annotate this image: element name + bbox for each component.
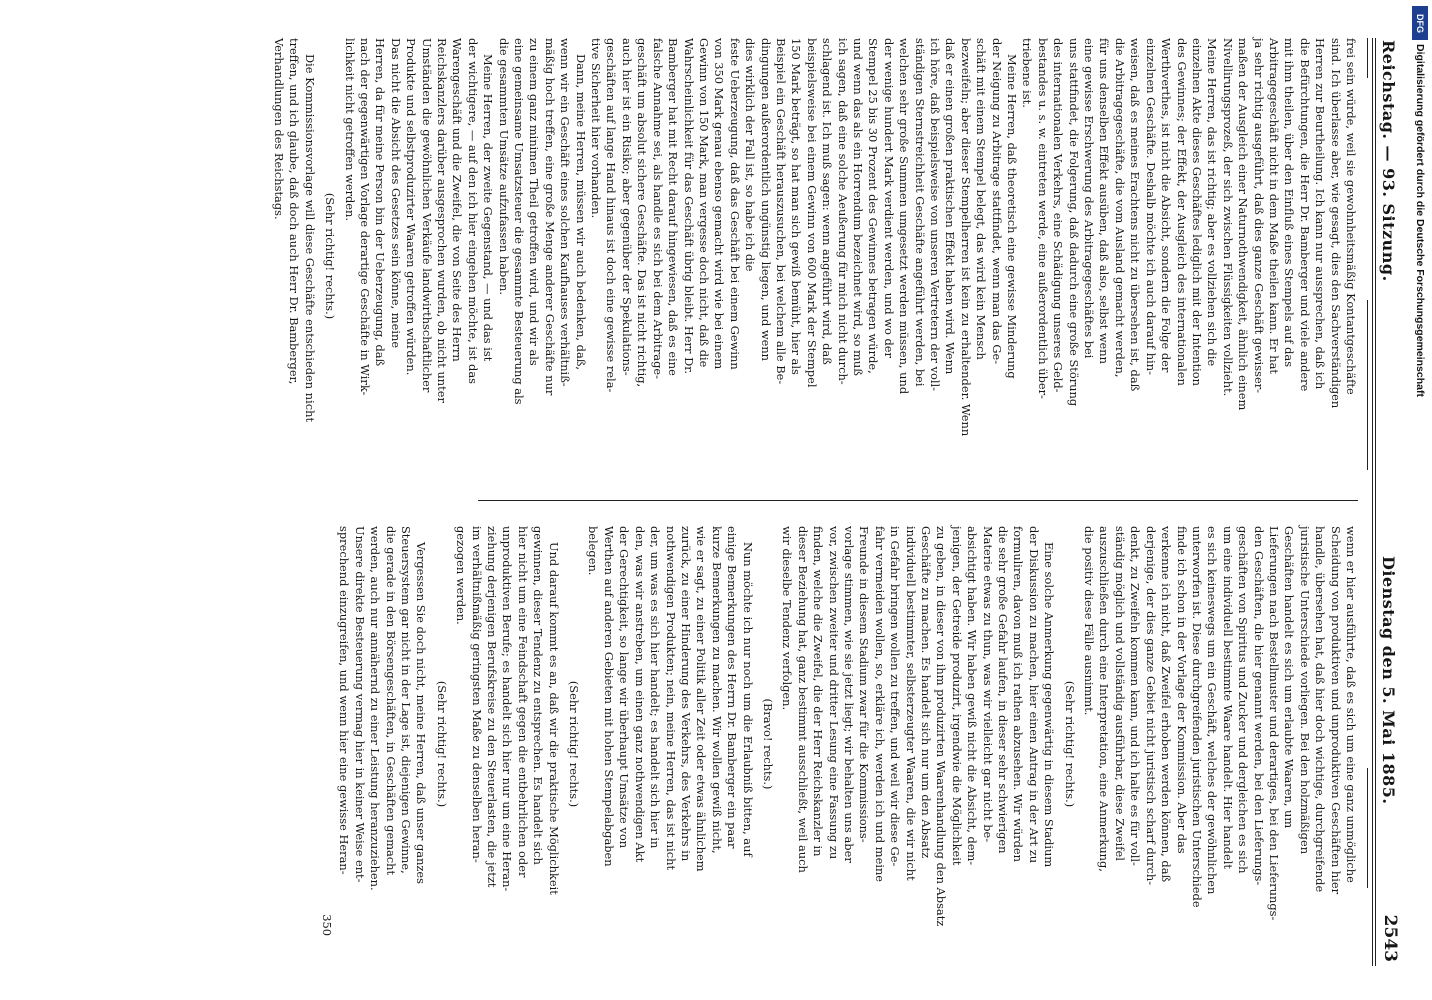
text-line: mäßig hoch treffen, eine große Menge anderer Geschäfte nur [542,38,557,396]
column-divider [478,500,1358,501]
text-line: für uns denselben Effekt ausüben, daß also, selbst wenn [1097,38,1112,364]
text-line: nach der gegenwärtigen Vorlage derartige Geschäfte in Wirk- [358,38,372,396]
text-line: der, um was es sich hier handelt; es handelt sich hier in [648,526,663,849]
text-line: fahr vermeiden wollen, so, erkläre ich, werden ich und meine [872,526,887,883]
interjection-line: (Sehr richtig! rechts.) [567,680,582,808]
text-line: von 350 Mark genau ebenso gemacht wird wie bei einem [712,38,727,370]
text-line: unterworfen ist. Diese durchgreifenden juristischen Unterschiede [1189,526,1204,908]
text-line: der wenige hundert Mark verdient werden, und wo der [881,38,896,358]
digitization-rail [1404,0,1432,1000]
interjection-line: (Bravo! rechts.) [760,698,775,790]
text-line: treffen, und ich glaube, daß doch auch Herr Dr. Bamberger, [287,38,302,385]
text-line: gewinnen, dieser Tendenz zu entsprechen. Es handelt sich [531,526,546,865]
page-number: 2543 [1380,914,1400,962]
text-line: Meine Herren, das ist richtig; aber es vollziehen sich die [1205,38,1220,367]
text-line: die sehr große Gefahr laufen, in dieser sehr schwierigen [996,526,1011,854]
text-line: Umständen die gewöhnlichen Verkäufe landwirthschaftlicher [419,38,434,393]
text-line: ich sagen, daß eine solche Aeußerung für mich nicht durch- [835,38,850,385]
text-line: der Gerechtigkeit, so lange wir überhaupt Umsätze von [617,526,632,849]
text-line: zurück, zu einer Hinderung des Verkehrs, des Verkehrs in [678,526,693,862]
text-line: Und darauf kommt es an, daß wir die praktische Möglichkeit [546,542,561,895]
text-line: die gesammten Umsätze aufzufassen haben. [496,38,511,296]
text-line: und wenn das als ein Horrendum bezeichnet wird, so muß [851,38,865,376]
text-line: der wichtigere, — auf den ich hier eingehen möchte, ist das [465,38,480,384]
text-line: individuell bestimmter, selbsterzeugter Waaren, die wir nicht [903,526,918,881]
text-line: nothwendigen Produkten; nein, meine Herren, das ist nicht [663,526,678,871]
text-line: Herren, da für meine Person bin der Ueberzeugung, daß [373,38,388,367]
text-line: falsche Annahme sei, als handle es sich bei dem Arbitrage- [650,38,665,379]
text-line: ziehung derjenigen Berufskreise zu den Steuerlasten, die jetzt [485,526,500,888]
text-line: Vergessen Sie doch nicht, meine Herren, daß unser ganzes [414,542,429,885]
header-rule-top [1375,38,1376,966]
text-line: Die Kommissionsvorlage will diese Geschäfte entschieden nicht [302,54,317,423]
header-rule-bottom [1372,38,1373,966]
text-line: eine gemeinsame Umsatzsteuer die gesammte Besteuerung als [512,38,527,405]
text-line: wie er sagt, zu einer Politik aller Zeit oder etwas ähnlichem [694,526,709,872]
text-line: in Gefahr bringen wollen zu treffen, und weil wir diese Ge- [888,526,903,867]
text-line: geschäft um absolut sichere Geschäfte. Das ist nicht richtig, [635,38,650,388]
text-line: denkt, zu Zweifeln kommen kann, und ich halte es für voll- [1128,526,1143,866]
text-line: dieser Beziehung hat, ganz bestimmt ausschließt, weil auch [795,526,810,873]
text-line: Produkte und selbstproduzirter Waaren getroffen würden. [404,38,419,376]
text-line: feste Ueberzeugung, daß das Geschäft bei einem Gewinn [727,38,742,370]
text-line: Eine solche Anmerkung gegenwärtig in diesem Stadium [1042,542,1057,868]
text-line: um eine individuell bestimmte Waare handelt. Hier handelt [1220,526,1235,869]
text-line: zu geben, in dieser von ihm produzirten Waarenhandlung den Absatz [934,526,949,927]
text-line: Lieferungen nach Bestellmuster und derartiges, bei den Lieferungs- [1266,526,1281,921]
text-line: Werthen auf anderen Gebieten mit hohen Stempelabgaben [601,526,616,867]
text-line: Gewinn von 150 Mark, man vergesse doch nicht, daß die [696,38,711,368]
text-line: der Diskussion zu machen, hier einen Antrag in der Art zu [1026,526,1041,864]
text-line: die Arbitragegeschäfte, die vom Ausland gemacht werden, [1112,38,1127,378]
text-line: vor, zwischen zweiter und dritter Lesung eine Fassung zu [826,526,841,860]
text-line: des internationalen Verkehrs, eine Schädigung unseres Geld- [1051,38,1066,393]
text-line: wenn er hier ausführte, daß es sich um eine ganz unmögliche [1344,526,1358,883]
text-line: Stempel 25 bis 30 Prozent des Gewinnes betragen würde, [866,38,881,374]
text-line: jenigen, der Getreide produzirt, irgendwie die Möglichkeit [949,526,964,866]
text-line: verkenne ich nicht, daß Zweifel erhoben werden können, daß [1159,526,1174,883]
running-head-date: Dienstag den 5. Mai 1885. [1379,556,1398,805]
text-line: es sich keineswegs um ein Geschäft, welches der gewöhnlichen [1205,526,1220,895]
text-line: Freunde in diesem Stadium zwar für die Kommissions- [857,526,872,843]
text-line: Werthverthes, ist nicht die Absicht, sondern die Folge der [1159,38,1174,373]
text-line: daß er einen großen praktischen Effekt haben wird. Wenn [943,38,958,375]
text-line: ständigen Sternstreichheit Geschäfte angeführt werden, bei [912,38,927,387]
text-line: auch hier ist ein Risiko; aber gegenüber der Spekulations- [619,38,634,376]
text-line: werden, auch nur annähernd zu einer Leistung heranzuziehen. [368,526,383,891]
header-rule-segment [1367,38,1368,78]
interjection-line: (Sehr richtig! rechts.) [434,680,449,808]
text-line: schlagend ist. Ich muß sagen: wenn angeführt wird, daß [820,38,835,365]
text-line: Wahrscheinlichkeit für das Geschäft übrig bleibt. Herr Dr. [681,38,696,375]
text-line: triebene ist. [1020,38,1035,108]
text-line: unproduktiven Berufe; es handelt sich hier nur um eine Heran- [500,526,515,892]
text-line: des Gewinnes; der Effekt, der Ausgleich des internationalen [1174,38,1189,386]
text-line: sprechend einzugreifen, und wenn hier eine gewisse Heran- [337,526,352,875]
text-line: die Befürchtungen, die Herr Dr. Bamberger und viele andere [1297,38,1312,392]
text-line: derjenige, der dies ganze Gebiet nicht juristisch scharf durch- [1143,526,1158,886]
text-line: wir dieselbe Tendenz verfolgen. [780,526,795,711]
text-line: kurze Bemerkungen zu machen. Wir wollen gewiß nicht, [709,526,724,854]
text-line: die positiv diese Fälle ausnimmt. [1082,526,1097,716]
text-line: schäft mit einem Stempel belegt, das wird kein Mensch [974,38,989,360]
text-line: geschäften auf lange Hand hinaus ist doch eine gewisse rela- [604,38,619,393]
text-line: Verhandlungen des Reichstags. [271,38,286,220]
text-line: dies wirklich der Fall ist, so habe ich die [743,38,758,272]
text-line: bezweifeln; aber dieser Stempelherren ist kein zu erhaltender. Wenn [958,38,973,437]
text-line: Beispiel ein Geschäft herauszusuchen, bei welchem alle Be- [773,38,788,385]
text-line: Warengeschäft und die Zweifel, die von Seite des Herrn [450,38,465,362]
text-line: dingungen außerordentlich ungünstig liegen, und wenn [758,38,773,362]
text-line: Nun möchte ich nur noch um die Erlaubniß bitten, auf [740,542,755,857]
text-line: Meine Herren, der zweite Gegenstand, — und das ist [481,54,496,362]
text-line: Geschäften handelt es sich um erlaubte Waaren, um [1282,526,1297,829]
text-line: ja sehr richtig ausgeführt, daß dies ganze Geschäft gewisser- [1251,38,1266,394]
text-line: welchen sehr große Summen umgesetzt werden müssen, und [897,38,912,395]
text-line: 150 Mark beträgt, so hat man sich gewiß bemüht, hier als [789,38,804,375]
text-line: absichtigt haben. Wir haben gewiß nicht die Absicht, dem- [965,526,980,866]
text-line: mit ihm theilen, über den Einfluß eines Stempels auf das [1282,38,1297,368]
text-line: Arbitragegeschäft nicht in dem Maße theilen kann. Er hat [1266,38,1281,374]
running-head-left: Reichstag. — 93. Sitzung. [1379,40,1398,282]
text-line: im verhältnißmäßig geringsten Maße zu denselben heran- [469,526,484,863]
text-line: einzelnen Akte dieses Geschäftes lediglich mit der Intention [1189,38,1204,387]
text-line: den Geschäften, die hier genannt werden, bei den Lieferungs- [1251,526,1266,886]
text-line: Scheidung von produktiven und unproduktiven Geschäften hier [1328,526,1343,895]
text-line: Nivellirungsprozeß, der sich zwischen Flüssigkeiten vollzieht. [1220,38,1235,397]
digitization-credit: Digitalisierung gefördert durch die Deutsche Forschungsgemeinschaft [1414,44,1426,397]
text-line: Das nicht die Absicht des Gesetzes sein könne, meine [388,38,403,349]
text-line: vorlage stimmen, wie sie jetzt liegt; wir behalten uns aber [842,526,856,863]
text-line: Meine Herren, daß theoretisch eine gewisse Minderung [1005,54,1020,379]
text-line: Bamberger hat mit Recht darauf hingewiesen, daß es eine [666,38,681,376]
text-line: beispielsweise bei einem Gewinn von 600 Mark der Stempel [804,38,819,388]
text-line: ich höre, daß beispielsweise von unseren Vertretern der voll- [928,38,943,391]
text-column-right [320,526,1358,962]
text-line: juristische Unterschiede vorliegen. Bei den holzmäßigen [1297,526,1312,855]
text-line: frei sein würde, weil sie gewohnheitsmäßig Kontantgeschäfte [1344,38,1358,395]
dfg-logo-icon: DFG [1412,6,1428,40]
text-line: einzelnen Geschäfte. Deshalb möchte ich auch darauf hin- [1143,38,1158,375]
header-rule-segment [1367,768,1368,888]
text-line: wenn wir ein Geschäft eines solchen Kaufhauses verhältniß- [558,38,573,387]
header-rule-segment [1367,300,1368,470]
interjection-line: (Sehr richtig! rechts.) [323,192,338,320]
text-line: sind. Ich überlasse aber, wie gesagt, dies den Sachverständigen [1328,38,1343,409]
text-line: geschäften von Spiritus und Zucker und dergleichen es sich [1236,526,1251,874]
text-line: 350 [320,914,334,936]
text-line: Unsere direkte Besteuerung vermag hier in keiner Weise ent- [352,526,367,883]
text-line: finde ich schon in der Vorlage der Kommission. Aber das [1174,526,1189,854]
text-line: hier nicht um eine Feindschaft gegen die entbehrlichen oder [515,526,530,878]
text-line: Herren zur Beurtheilung. Ich kann nur aussprechen, daß ich [1313,38,1328,390]
text-line: zu einem ganz minimen Theil getroffen wird, und wir als [527,38,542,366]
text-line: einige Bemerkungen des Herrn Dr. Bamberger ein paar [725,526,740,849]
text-line: Steuersystem gar nicht in der Lage ist, diejenigen Gewinne, [399,526,414,874]
text-line: Dann, meine Herren, müssen wir auch bedenken, daß, [573,54,588,370]
text-line: die gerade in den Börsengeschäften, in Geschäften gemacht [383,526,398,876]
text-line: den, was wir anstreben, um einen ganz nothwendigen Akt [632,526,647,863]
text-line: lichkeit nicht getroffen werden. [342,38,357,222]
text-line: belegen. [586,526,601,576]
text-line: handle, übersehen hat, daß hier doch wichtige, durchgreifende [1313,526,1328,893]
text-column-left [271,38,1358,474]
text-line: Geschäfte zu machen. Es handelt sich nur um den Absatz [919,526,934,859]
text-line: weisen, daß es meines Erachtens nicht zu übersehen ist, daß [1128,38,1143,392]
text-line: gezogen werden. [454,526,469,625]
text-line: formuliren, davon muß ich rathen abzusehen. Wir würden [1011,526,1026,863]
text-line: maßen der Ausgleich einer Naturnothwendigkeit, ähnlich einem [1236,38,1251,411]
text-line: finden, welche die Zweifel, die der Herr Reichskanzler in [811,526,826,857]
text-line: bestandes u. s. w. eintreten werde, eine außerordentlich über- [1035,38,1050,399]
text-line: der Neigung zu Arbitrage stattfindet, wenn man das Ge- [989,38,1004,365]
text-line: Reichskanzlers darüber ausgesprochen wurden, ob nicht unter [435,38,450,403]
text-line: auszuschließen durch eine Interpretation, eine Anmerkung, [1097,526,1112,872]
text-line: ständig möglich und vollständig ausführbar, diese Zweifel [1112,526,1127,861]
interjection-line: (Sehr richtig! rechts.) [1062,680,1077,808]
text-line: tive Sicherheit hier vorhanden. [589,38,604,219]
text-line: uns stattfindet, die Folgerung, daß dadurch eine große Störung [1066,38,1081,407]
text-line: Materie etwas zu thun, was wir vielleicht gar nicht be- [980,526,995,843]
text-line: eine gewisse Erschwerung des Arbitragegeschäftes bei [1082,38,1097,359]
